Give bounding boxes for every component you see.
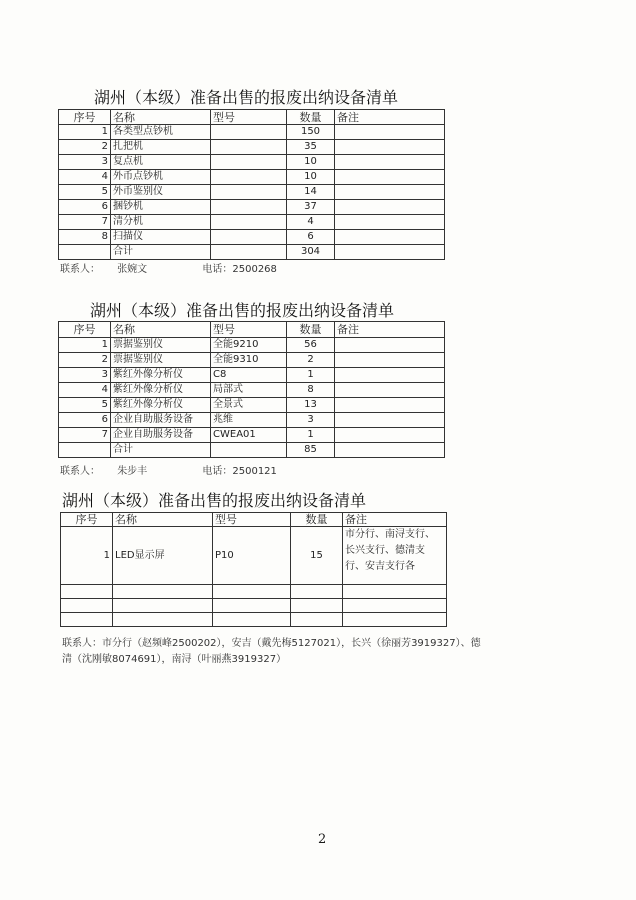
phone-label: 电话： [202, 466, 233, 477]
row-name: 外币点钞机 [111, 170, 211, 185]
row-qty: 37 [287, 200, 335, 215]
row-name: 清分机 [111, 215, 211, 230]
row-qty: 14 [287, 185, 335, 200]
header-qty: 数量 [287, 110, 335, 125]
row-no: 6 [59, 413, 111, 428]
contact-name: 朱步丰 [117, 466, 148, 477]
row-note [335, 413, 445, 428]
row-qty: 6 [287, 230, 335, 245]
row-model: 局部式 [211, 383, 287, 398]
empty-cell [61, 599, 113, 613]
table-row [59, 398, 445, 413]
row-name: 紫红外像分析仪 [111, 383, 211, 398]
empty-cell [113, 585, 213, 599]
row-name: 紫红外像分析仪 [111, 368, 211, 383]
row-qty: 1 [287, 368, 335, 383]
row-qty: 1 [287, 428, 335, 443]
empty-cell [213, 585, 291, 599]
row-qty: 150 [287, 125, 335, 140]
row-qty: 10 [287, 170, 335, 185]
empty-cell [291, 613, 343, 627]
row-note [335, 125, 445, 140]
row-name: 紫红外像分析仪 [111, 398, 211, 413]
table-row [59, 413, 445, 428]
header-model: 型号 [211, 322, 287, 338]
row-model [211, 215, 287, 230]
table-row-empty [61, 585, 447, 599]
row-model [211, 230, 287, 245]
contact-name: 张婉文 [117, 264, 148, 275]
row-no: 7 [59, 428, 111, 443]
empty-cell [343, 599, 447, 613]
phone-number: 2500121 [232, 466, 277, 477]
row-note [335, 398, 445, 413]
header-model: 型号 [211, 110, 287, 125]
table-row [59, 338, 445, 353]
row-no: 4 [59, 170, 111, 185]
row-note [335, 170, 445, 185]
header-model: 型号 [213, 513, 291, 527]
row-qty: 13 [287, 398, 335, 413]
row-model: CWEA01 [211, 428, 287, 443]
empty-cell [113, 613, 213, 627]
section1-title: 湖州（本级）准备出售的报废出纳设备清单 [94, 88, 399, 107]
total-row [59, 443, 445, 458]
empty-cell [213, 613, 291, 627]
table-row [59, 215, 445, 230]
empty-cell [61, 585, 113, 599]
row-name: LED显示屏 [113, 527, 213, 585]
total-qty: 85 [287, 443, 335, 458]
row-name: 企业自助服务设备 [111, 428, 211, 443]
row-model: 全能9210 [211, 338, 287, 353]
row-note [335, 155, 445, 170]
row-note [335, 200, 445, 215]
table-row [59, 155, 445, 170]
row-no: 7 [59, 215, 111, 230]
row-no: 3 [59, 368, 111, 383]
table-header-row [61, 513, 447, 527]
row-name: 企业自助服务设备 [111, 413, 211, 428]
row-qty: 8 [287, 383, 335, 398]
row-note: 市分行、南浔支行、长兴支行、德清支行、安吉支行各 [343, 527, 447, 585]
table-row [59, 125, 445, 140]
table-row [59, 230, 445, 245]
table-row [59, 170, 445, 185]
row-no: 5 [59, 185, 111, 200]
row-model: 全景式 [211, 398, 287, 413]
row-name: 扎把机 [111, 140, 211, 155]
row-qty: 4 [287, 215, 335, 230]
row-no: 3 [59, 155, 111, 170]
section2-title: 湖州（本级）准备出售的报废出纳设备清单 [90, 301, 395, 320]
row-no: 2 [59, 353, 111, 368]
table-row-empty [61, 599, 447, 613]
header-name: 名称 [111, 110, 211, 125]
row-note [335, 428, 445, 443]
contact-line-2 [60, 462, 277, 477]
row-model [211, 200, 287, 215]
table-row [59, 140, 445, 155]
header-name: 名称 [113, 513, 213, 527]
header-no: 序号 [61, 513, 113, 527]
header-qty: 数量 [287, 322, 335, 338]
header-qty: 数量 [291, 513, 343, 527]
row-name: 扫描仪 [111, 230, 211, 245]
row-no: 6 [59, 200, 111, 215]
row-qty: 10 [287, 155, 335, 170]
row-no: 1 [61, 527, 113, 585]
row-model: C8 [211, 368, 287, 383]
row-model: P10 [213, 527, 291, 585]
section3-title: 湖州（本级）准备出售的报废出纳设备清单 [62, 491, 367, 510]
row-model: 兆维 [211, 413, 287, 428]
empty-cell [291, 585, 343, 599]
row-no: 4 [59, 383, 111, 398]
total-no-cell [59, 245, 111, 260]
total-model-cell [211, 443, 287, 458]
table-header-row [59, 322, 445, 338]
row-model [211, 155, 287, 170]
phone-number: 2500268 [232, 264, 277, 275]
empty-cell [291, 599, 343, 613]
header-note: 备注 [335, 322, 445, 338]
header-no: 序号 [59, 322, 111, 338]
row-name: 外币鉴别仪 [111, 185, 211, 200]
contact-footer-note: 联系人：市分行（赵频峰2500202），安吉（戴先梅5127021），长兴（徐丽芳3919327）、德清（沈刚敏8074691），南浔（叶丽燕3919327） [62, 638, 481, 665]
row-qty: 15 [291, 527, 343, 585]
row-note [335, 338, 445, 353]
header-name: 名称 [111, 322, 211, 338]
row-note [335, 230, 445, 245]
row-no: 1 [59, 338, 111, 353]
row-model [211, 170, 287, 185]
table-row [59, 383, 445, 398]
equipment-table-3 [60, 512, 447, 627]
empty-cell [343, 585, 447, 599]
table-row [59, 353, 445, 368]
row-note [335, 353, 445, 368]
page-number: 2 [318, 832, 327, 847]
total-label: 合计 [111, 245, 211, 260]
row-model [211, 125, 287, 140]
header-note: 备注 [335, 110, 445, 125]
total-label: 合计 [111, 443, 211, 458]
table-row [59, 428, 445, 443]
row-model [211, 140, 287, 155]
row-note [335, 383, 445, 398]
total-row [59, 245, 445, 260]
empty-cell [113, 599, 213, 613]
equipment-table-2 [58, 321, 445, 458]
empty-cell [61, 613, 113, 627]
row-qty: 35 [287, 140, 335, 155]
table-row [59, 368, 445, 383]
total-qty: 304 [287, 245, 335, 260]
table-row [59, 185, 445, 200]
row-name: 票据鉴别仪 [111, 338, 211, 353]
row-qty: 3 [287, 413, 335, 428]
row-name: 捆钞机 [111, 200, 211, 215]
row-no: 8 [59, 230, 111, 245]
row-model: 全能9310 [211, 353, 287, 368]
contact-label: 联系人： [60, 264, 100, 275]
table-row [59, 200, 445, 215]
equipment-table-1 [58, 109, 445, 260]
row-note [335, 140, 445, 155]
total-no-cell [59, 443, 111, 458]
row-note [335, 215, 445, 230]
contact-label: 联系人： [60, 466, 100, 477]
table-row [61, 527, 447, 585]
row-no: 5 [59, 398, 111, 413]
empty-cell [343, 613, 447, 627]
row-no: 2 [59, 140, 111, 155]
table-header-row [59, 110, 445, 125]
total-note-cell [335, 443, 445, 458]
table-row-empty [61, 613, 447, 627]
row-name: 票据鉴别仪 [111, 353, 211, 368]
row-no: 1 [59, 125, 111, 140]
row-name: 复点机 [111, 155, 211, 170]
row-qty: 2 [287, 353, 335, 368]
row-model [211, 185, 287, 200]
header-no: 序号 [59, 110, 111, 125]
empty-cell [213, 599, 291, 613]
header-note: 备注 [343, 513, 447, 527]
total-note-cell [335, 245, 445, 260]
row-note [335, 185, 445, 200]
row-name: 各类型点钞机 [111, 125, 211, 140]
phone-label: 电话： [202, 264, 233, 275]
row-qty: 56 [287, 338, 335, 353]
row-note [335, 368, 445, 383]
total-model-cell [211, 245, 287, 260]
contact-line-1 [60, 260, 277, 275]
